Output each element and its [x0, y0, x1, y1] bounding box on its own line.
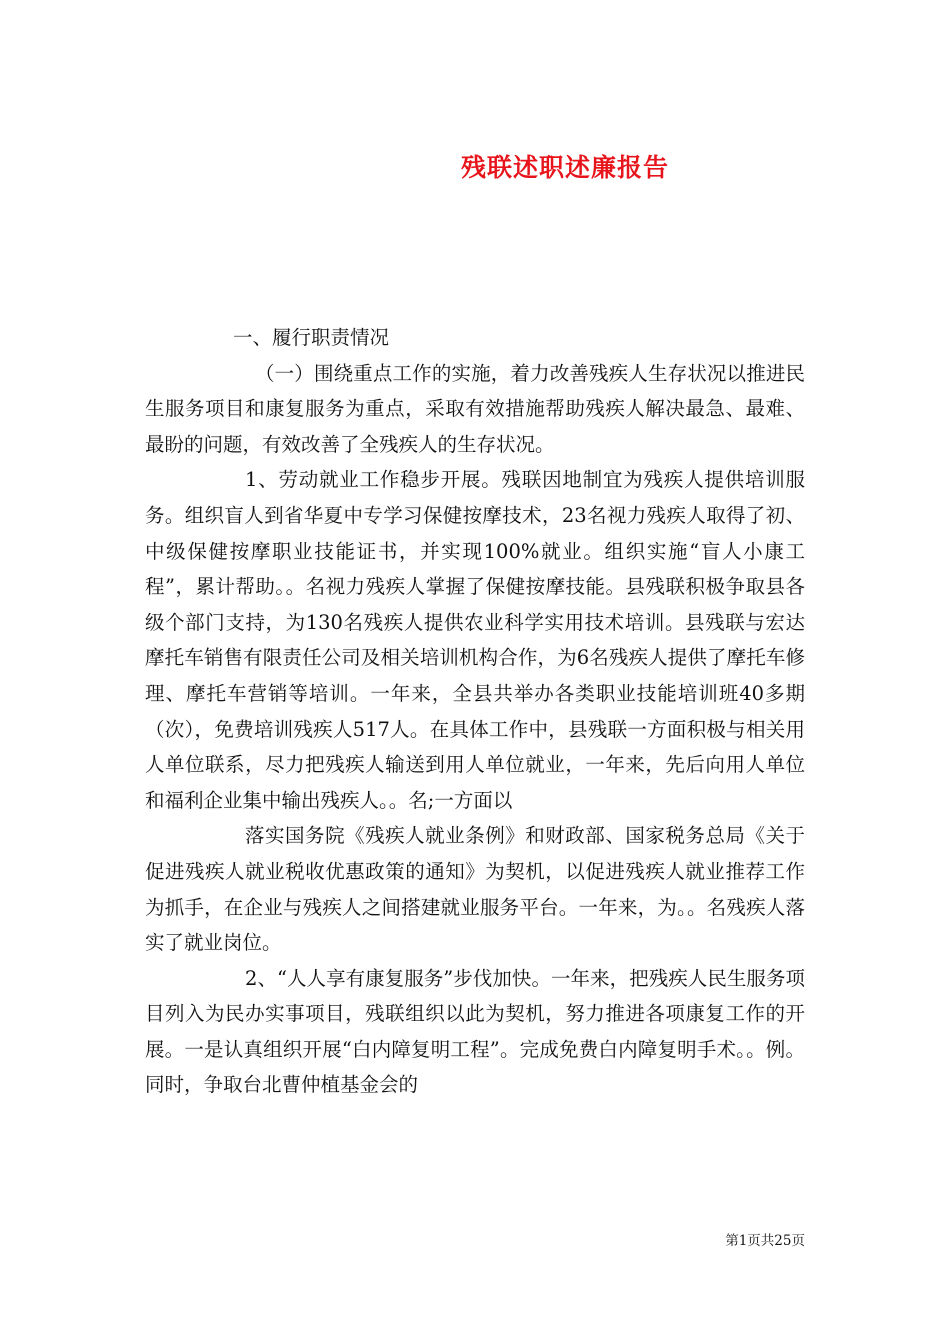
body-paragraph: 落实国务院《残疾人就业条例》和财政部、国家税务总局《关于促进残疾人就业税收优惠政策的通知》为契机，以促进残疾人就业推荐工作为抓手，在企业与残疾人之间搭建就业服务平台。一年来，为。。名残疾人落实了就业岗位。 [145, 824, 805, 955]
section-heading: 一、履行职责情况 [233, 326, 390, 349]
document-body [145, 320, 805, 1103]
page-number: 第1页共25页 [725, 1233, 805, 1249]
body-paragraph: （一）围绕重点工作的实施，着力改善残疾人生存状况以推进民生服务项目和康复服务为重点，采取有效措施帮助残疾人解决最急、最难、最盼的问题，有效改善了全残疾人的生存状况。 [145, 361, 805, 456]
document-title: 残联述职述廉报告 [460, 152, 669, 182]
body-paragraph: 2、“人人享有康复服务”步伐加快。一年来，把残疾人民生服务项目列入为民办实事项目，残联组织以此为契机，努力推进各项康复工作的开展。一是认真组织开展“白内障复明工程”。完成免费白内障复明手术。。例。同时，争取台北曹仲植基金会的 [145, 966, 805, 1097]
body-paragraph: 1、劳动就业工作稳步开展。残联因地制宜为残疾人提供培训服务。组织盲人到省华夏中专学习保健按摩技术，23名视力残疾人取得了初、中级保健按摩职业技能证书，并实现100%就业。组织实施“盲人小康工程”，累计帮助。。名视力残疾人掌握了保健按摩技能。县残联积极争取县各级个部门支持，为130名残疾人提供农业科学实用技术培训。县残联与宏达摩托车销售有限责任公司及相关培训机构合作，为6名残疾人提供了摩托车修理、摩托车营销等培训。一年来，全县共举办各类职业技能培训班40多期（次），免费培训残疾人517人。在具体工作中，县残联一方面积极与相关用人单位联系，尽力把残疾人输送到用人单位就业，一年来，先后向用人单位和福利企业集中输出残疾人。。名;一方面以 [145, 468, 805, 812]
